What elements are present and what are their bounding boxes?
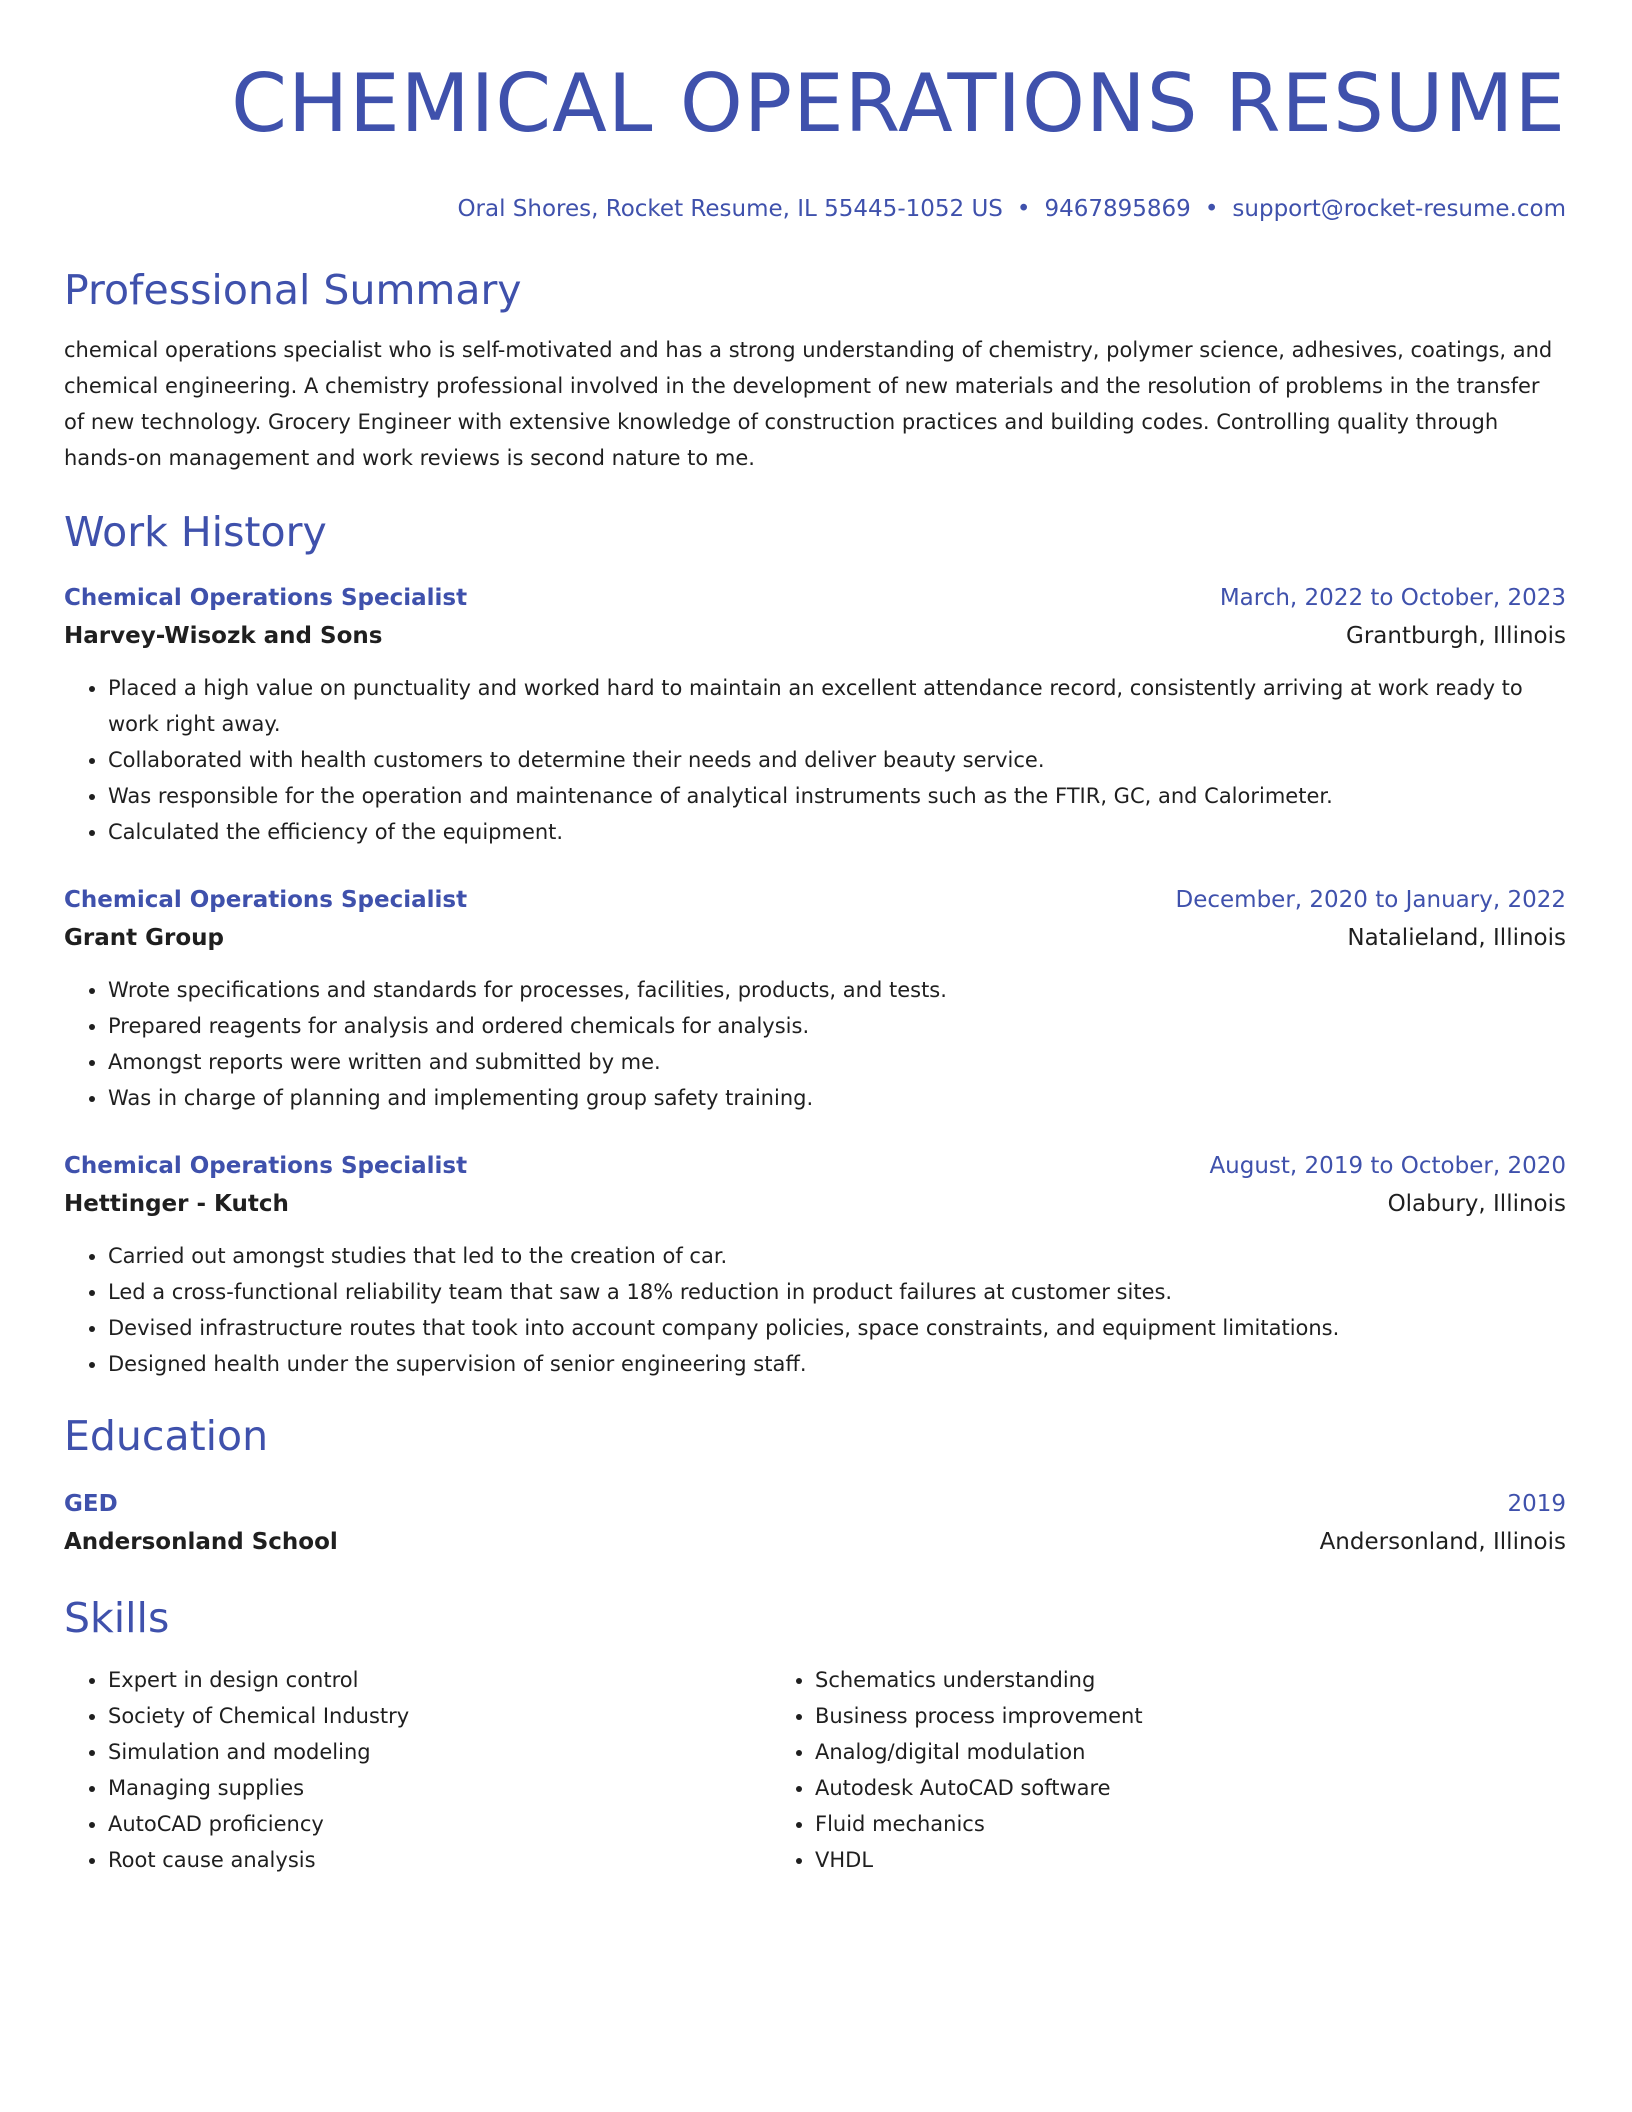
list-item: • Analog/digital modulation: [815, 1734, 1478, 1770]
list-item: • Society of Chemical Industry: [108, 1698, 771, 1734]
resume-title: CHEMICAL OPERATIONS RESUME: [231, 57, 1566, 150]
resume-page: [64, 0, 1566, 1878]
list-item: • Fluid mechanics: [815, 1806, 1478, 1842]
list-item: • Simulation and modeling: [108, 1734, 771, 1770]
list-item: • Placed a high value on punctuality and worked hard to maintain an excellent attendance record, consistently arriving at work ready to work right away.: [108, 670, 1566, 742]
list-item: • Devised infrastructure routes that took into account company policies, space constraints, and equipment limitations.: [108, 1310, 1566, 1346]
skills-column-right: [771, 1662, 1478, 1878]
job-bullets: [64, 972, 1566, 1116]
list-item: • VHDL: [815, 1842, 1478, 1878]
summary-text: chemical operations specialist who is self-motivated and has a strong understanding of chemistry, polymer science, adhesives, coatings, and chemical engineering. A chemistry professional involved in the development of new materials and the resolution of problems in the transfer of new technology. Grocery Engineer with extensive knowledge of construction practices and building codes. Controlling quality through hands-on management and work reviews is second nature to me.: [64, 338, 1553, 470]
list-item: • Root cause analysis: [108, 1842, 771, 1878]
contact-separator: •: [1016, 196, 1031, 222]
job-location: Olabury, Illinois: [1387, 1191, 1566, 1217]
contact-email[interactable]: support@rocket-resume.com: [1232, 196, 1566, 222]
education-year: 2019: [1507, 1491, 1566, 1517]
list-item: • Was responsible for the operation and maintenance of analytical instruments such as the FTIR, GC, and Calorimeter.: [108, 778, 1566, 814]
job-entry: [64, 884, 1566, 1116]
list-item: • Collaborated with health customers to determine their needs and deliver beauty service.: [108, 742, 1566, 778]
list-item: • Business process improvement: [815, 1698, 1478, 1734]
job-dates: August, 2019 to October, 2020: [1209, 1153, 1566, 1179]
education-location: Andersonland, Illinois: [1319, 1529, 1566, 1555]
education-heading: Education: [64, 1412, 269, 1460]
list-item: • Managing supplies: [108, 1770, 771, 1806]
summary-heading: Professional Summary: [64, 266, 522, 314]
list-item: • Amongst reports were written and submitted by me.: [108, 1044, 1566, 1080]
list-item: • Led a cross-functional reliability team that saw a 18% reduction in product failures at customer sites.: [108, 1274, 1566, 1310]
job-dates: December, 2020 to January, 2022: [1175, 887, 1566, 913]
list-item: • Calculated the efficiency of the equipment.: [108, 814, 1566, 850]
work-history-heading: Work History: [64, 508, 327, 556]
job-company: Hettinger - Kutch: [64, 1191, 289, 1217]
list-item: • Was in charge of planning and implementing group safety training.: [108, 1080, 1566, 1116]
contact-line: [64, 194, 1566, 224]
list-item: • Wrote specifications and standards for processes, facilities, products, and tests.: [108, 972, 1566, 1008]
skills-column-left: [64, 1662, 771, 1878]
job-bullets: [64, 670, 1566, 850]
job-location: Grantburgh, Illinois: [1346, 623, 1566, 649]
contact-address: Oral Shores, Rocket Resume, IL 55445-1052 US: [457, 196, 1003, 222]
education-school: Andersonland School: [64, 1529, 338, 1555]
list-item: • Schematics understanding: [815, 1662, 1478, 1698]
skills-heading: Skills: [64, 1594, 170, 1642]
job-dates: March, 2022 to October, 2023: [1219, 585, 1566, 611]
education-degree: GED: [64, 1491, 118, 1517]
job-role: Chemical Operations Specialist: [64, 585, 468, 611]
list-item: • Autodesk AutoCAD software: [815, 1770, 1478, 1806]
job-role: Chemical Operations Specialist: [64, 887, 468, 913]
job-entry: [64, 582, 1566, 850]
contact-separator: •: [1204, 196, 1219, 222]
list-item: • Prepared reagents for analysis and ordered chemicals for analysis.: [108, 1008, 1566, 1044]
list-item: • Carried out amongst studies that led to the creation of car.: [108, 1238, 1566, 1274]
skills-list: [64, 1662, 1566, 1878]
education-entry: [64, 1488, 1566, 1558]
job-company: Grant Group: [64, 925, 224, 951]
list-item: • Expert in design control: [108, 1662, 771, 1698]
job-bullets: [64, 1238, 1566, 1382]
list-item: • AutoCAD proficiency: [108, 1806, 771, 1842]
job-location: Natalieland, Illinois: [1347, 925, 1566, 951]
job-entry: [64, 1150, 1566, 1382]
job-company: Harvey-Wisozk and Sons: [64, 623, 383, 649]
contact-phone: 9467895869: [1044, 196, 1191, 222]
list-item: • Designed health under the supervision of senior engineering staff.: [108, 1346, 1566, 1382]
job-role: Chemical Operations Specialist: [64, 1153, 468, 1179]
